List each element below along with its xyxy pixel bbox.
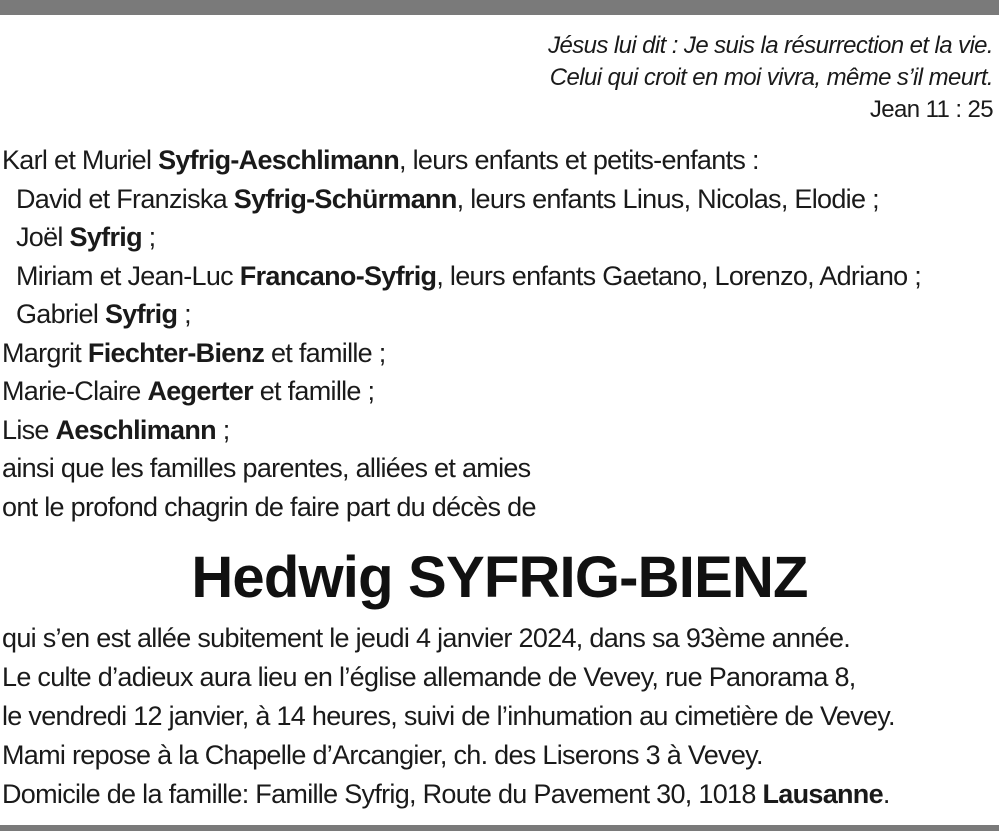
mourner-line: Gabriel Syfrig ; bbox=[16, 299, 191, 329]
mourner-line: Miriam et Jean-Luc Francano-Syfrig, leurs enfants Gaetano, Lorenzo, Adriano ; bbox=[16, 260, 922, 291]
details-line-1: qui s’en est allée subitement le jeudi 4 janvier 2024, dans sa 93ème année. bbox=[2, 623, 851, 653]
mourner-line: Karl et Muriel Syfrig-Aeschlimann, leurs enfants et petits-enfants : bbox=[2, 145, 759, 175]
family-name: Syfrig bbox=[104, 299, 178, 329]
mourner-line: Lise Aeschlimann ; bbox=[2, 414, 230, 445]
mourner-line: David et Franziska Syfrig-Schürmann, leurs enfants Linus, Nicolas, Elodie ; bbox=[16, 183, 879, 214]
funeral-details bbox=[2, 619, 997, 814]
family-name: Francano-Syfrig bbox=[239, 260, 437, 291]
closing-line-2: ont le profond chagrin de faire part du décès de bbox=[2, 491, 536, 522]
closing-line-1: ainsi que les familles parentes, alliées et amies bbox=[2, 453, 531, 483]
details-line-2: Le culte d’adieux aura lieu en l’église allemande de Vevey, rue Panorama 8, bbox=[2, 662, 856, 692]
family-name: Syfrig-Schürmann bbox=[233, 183, 457, 214]
details-line-5: Domicile de la famille: Famille Syfrig, Route du Pavement 30, 1018 Lausanne. bbox=[2, 779, 890, 809]
family-name: Syfrig-Aeschlimann bbox=[158, 145, 400, 175]
verse-line-1: Jésus lui dit : Je suis la résurrection et la vie. bbox=[548, 32, 993, 59]
family-name: Syfrig bbox=[69, 222, 142, 252]
verse-reference: Jean 11 : 25 bbox=[869, 96, 993, 123]
mourner-line: Marie-Claire Aegerter et famille ; bbox=[2, 376, 375, 406]
mourner-line: Margrit Fiechter-Bienz et famille ; bbox=[2, 337, 386, 368]
city-name: Lausanne bbox=[762, 779, 883, 809]
deceased-name: Hedwig SYFRIG-BIENZ bbox=[191, 545, 808, 610]
family-name: Fiechter-Bienz bbox=[87, 337, 265, 368]
family-name: Aeschlimann bbox=[55, 414, 216, 445]
mourners-list bbox=[2, 141, 997, 526]
family-name: Aegerter bbox=[147, 376, 253, 406]
mourner-line: Joël Syfrig ; bbox=[16, 222, 156, 252]
top-rule bbox=[0, 0, 999, 15]
details-line-3: le vendredi 12 janvier, à 14 heures, suivi de l’inhumation au cimetière de Vevey. bbox=[2, 701, 895, 731]
bible-verse bbox=[548, 30, 993, 126]
details-line-4: Mami repose à la Chapelle d’Arcangier, ch. des Liserons 3 à Vevey. bbox=[2, 740, 763, 770]
verse-line-2: Celui qui croit en moi vivra, même s’il meurt. bbox=[549, 64, 993, 91]
bottom-rule bbox=[0, 825, 999, 831]
